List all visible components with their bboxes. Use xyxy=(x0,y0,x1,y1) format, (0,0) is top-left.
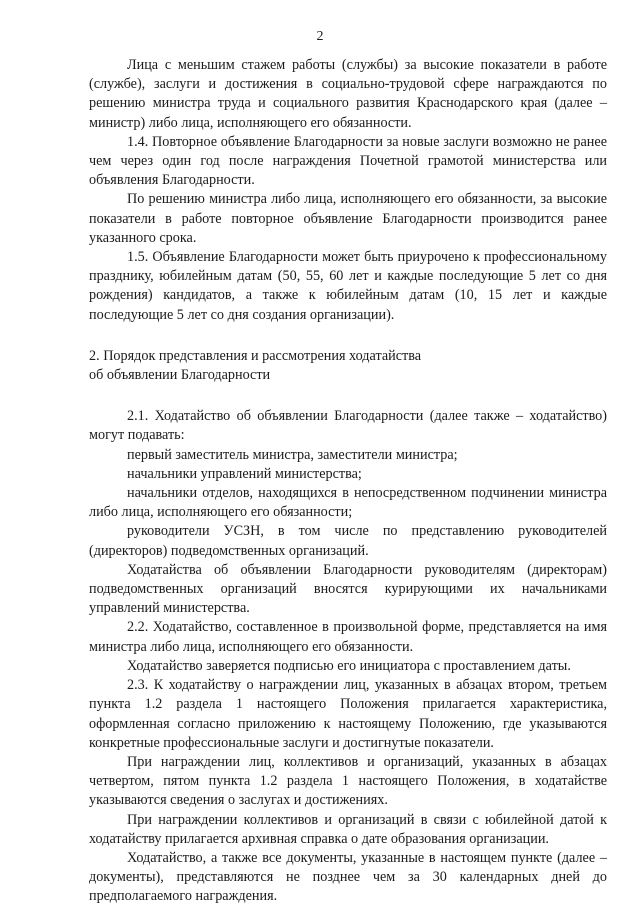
paragraph: 2.3. К ходатайству о награждении лиц, указанных в абзацах втором, третьем пункта 1.2 раздела 1 настоящего Положения прилагается характеристика, оформленная согласно приложению к настоящему Положению, где указываются конкретные профессиональные заслуги и достигнутые показатели. xyxy=(89,677,607,751)
paragraph: По решению министра либо лица, исполняющего его обязанности, за высокие показатели в работе повторное объявление Благодарности производится ранее указанного срока. xyxy=(89,191,607,246)
paragraph: Ходатайство, а также все документы, указанные в настоящем пункте (далее – документы), представляются не позднее чем за 30 календарных дней до предполагаемого награждения. xyxy=(89,849,607,905)
paragraph: Ходатайства об объявлении Благодарности руководителям (директорам) подведомственных организаций вносятся курирующими их начальниками управлений министерства. xyxy=(89,561,607,617)
section-heading-line: об объявлении Благодарности xyxy=(89,367,271,384)
paragraph: начальники управлений министерства; xyxy=(127,465,362,482)
paragraph: При награждении лиц, коллективов и организаций, указанных в абзацах четвертом, пятом пункта 1.2 раздела 1 настоящего Положения, в ходатайстве указываются сведения о заслугах и достижениях. xyxy=(89,753,607,809)
page-number: 2 xyxy=(316,29,324,44)
paragraph: первый заместитель министра, заместители министра; xyxy=(127,446,458,463)
section-heading-line: 2. Порядок представления и рассмотрения ходатайства xyxy=(89,347,422,364)
paragraph: начальники отделов, находящихся в непосредственном подчинении министра либо лица, исполняющего его обязанности; xyxy=(89,485,607,521)
paragraph: 1.4. Повторное объявление Благодарности за новые заслуги возможно не ранее чем через один год после награждения Почетной грамотой министерства или объявления Благодарности. xyxy=(89,133,607,189)
section-heading xyxy=(89,347,607,385)
paragraph: руководители УСЗН, в том числе по представлению руководителей (директоров) подведомственных организаций. xyxy=(89,523,607,559)
paragraph: Ходатайство заверяется подписью его инициатора с проставлением даты. xyxy=(127,657,571,674)
paragraph: При награждении коллективов и организаций в связи с юбилейной датой к ходатайству прилагается архивная справка о дате образования организации. xyxy=(89,811,607,847)
paragraph: 2.1. Ходатайство об объявлении Благодарности (далее также – ходатайство) могут подавать: xyxy=(89,408,607,444)
document-body xyxy=(89,56,607,907)
paragraph: 2.2. Ходатайство, составленное в произвольной форме, представляется на имя министра либо лица, исполняющего его обязанности. xyxy=(89,619,607,655)
paragraph: 1.5. Объявление Благодарности может быть приурочено к профессиональному празднику, юбилейным датам (50, 55, 60 лет и каждые последующие 5 лет со дня рождения) кандидатов, а также к юбилейным датам (10, 15 лет и каждые последующие 5 лет со дня создания организации). xyxy=(89,249,607,323)
paragraph: Лица с меньшим стажем работы (службы) за высокие показатели в работе (службе), заслуги и достижения в социально-трудовой сфере награждаются по решению министра труда и социального развития Краснодарского края (далее – министр) либо лица, исполняющего его обязанности. xyxy=(89,57,607,131)
